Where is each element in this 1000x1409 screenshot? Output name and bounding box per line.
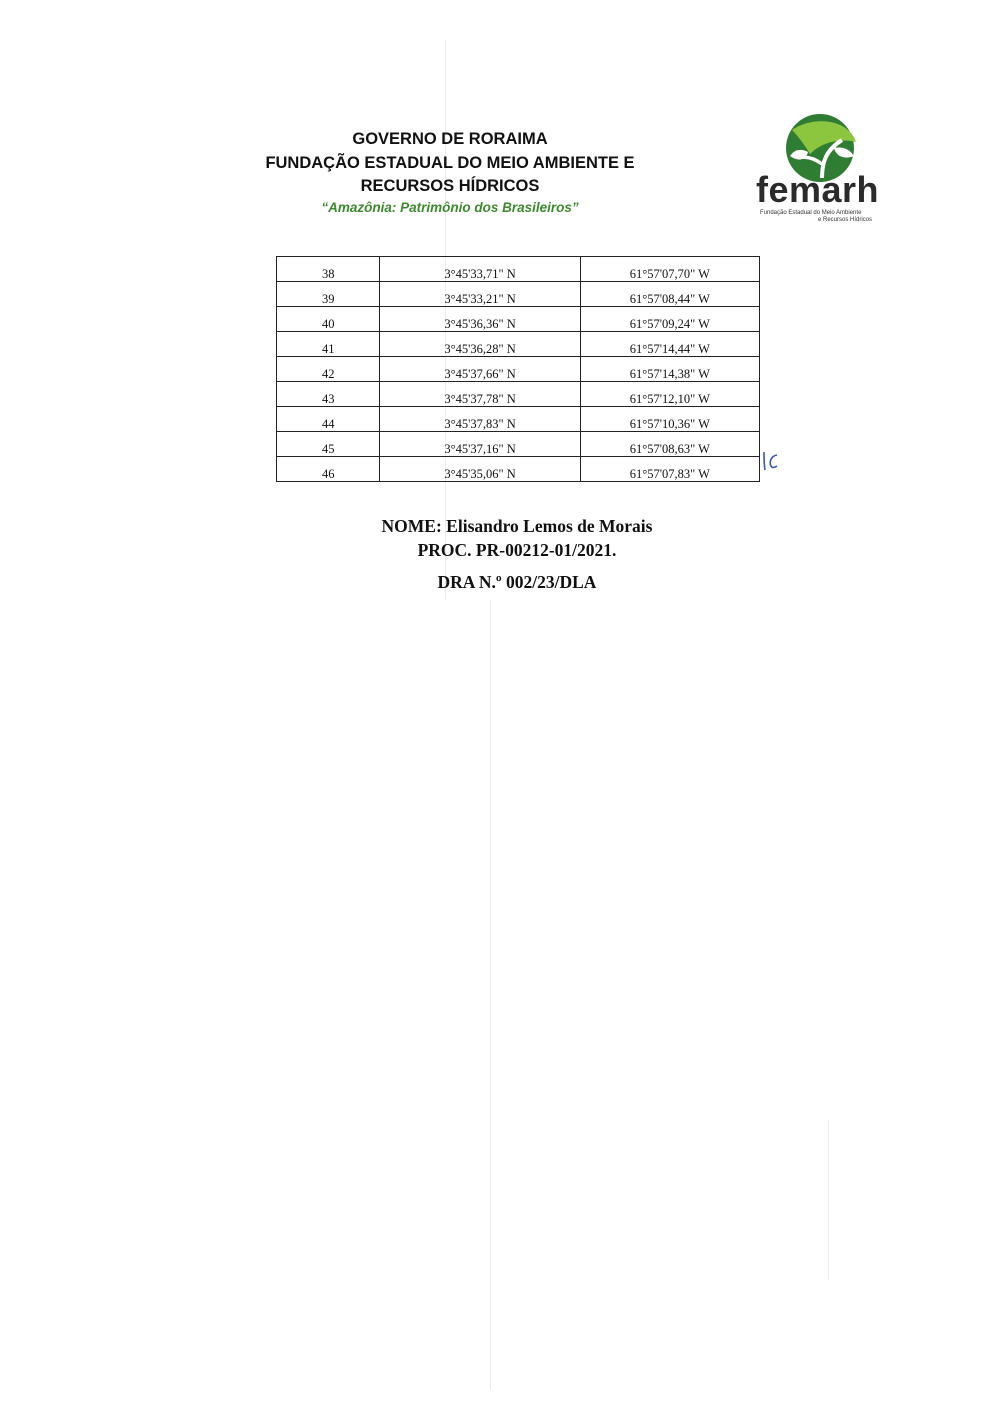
header-resources: RECURSOS HÍDRICOS [360, 177, 540, 195]
table-row [277, 307, 760, 332]
latitude-cell: 3°45'33,71" N [380, 257, 580, 282]
latitude-cell: 3°45'36,36" N [380, 307, 580, 332]
point-cell: 45 [277, 432, 380, 457]
process-number: PROC. PR-00212-01/2021. [417, 540, 617, 560]
scan-artifact-line [828, 1120, 829, 1280]
latitude-cell: 3°45'33,21" N [380, 282, 580, 307]
point-cell: 38 [277, 257, 380, 282]
table-row [277, 332, 760, 357]
header-government: GOVERNO DE RORAIMA [352, 130, 548, 148]
table-row [277, 457, 760, 482]
longitude-cell: 61°57'10,36" W [580, 407, 759, 432]
dra-number: DRA N.º 002/23/DLA [437, 572, 597, 592]
logo-subtitle-line2: e Recursos Hídricos [818, 217, 873, 223]
point-cell: 39 [277, 282, 380, 307]
longitude-cell: 61°57'08,63" W [580, 432, 759, 457]
logo-subtitle-line1: Fundação Estadual do Meio Ambiente [760, 210, 862, 216]
table-row [277, 357, 760, 382]
letterhead [250, 128, 650, 217]
owner-name: NOME: Elisandro Lemos de Morais [381, 516, 653, 536]
latitude-cell: 3°45'37,83" N [380, 407, 580, 432]
coordinates-table [276, 256, 760, 482]
longitude-cell: 61°57'08,44" W [580, 282, 759, 307]
longitude-cell: 61°57'12,10" W [580, 382, 759, 407]
latitude-cell: 3°45'35,06" N [380, 457, 580, 482]
point-cell: 40 [277, 307, 380, 332]
femarh-logo [752, 112, 894, 230]
longitude-cell: 61°57'07,70" W [580, 257, 759, 282]
point-cell: 44 [277, 407, 380, 432]
point-cell: 43 [277, 382, 380, 407]
table-row [277, 282, 760, 307]
latitude-cell: 3°45'37,66" N [380, 357, 580, 382]
table-row [277, 432, 760, 457]
handwritten-initials [760, 448, 782, 474]
table-row [277, 407, 760, 432]
document-footer [300, 514, 734, 594]
latitude-cell: 3°45'37,78" N [380, 382, 580, 407]
point-cell: 42 [277, 357, 380, 382]
longitude-cell: 61°57'14,38" W [580, 357, 759, 382]
longitude-cell: 61°57'14,44" W [580, 332, 759, 357]
scan-artifact-line [490, 600, 491, 1390]
point-cell: 41 [277, 332, 380, 357]
latitude-cell: 3°45'36,28" N [380, 332, 580, 357]
logo-wordmark: femarh [756, 169, 880, 210]
point-cell: 46 [277, 457, 380, 482]
longitude-cell: 61°57'07,83" W [580, 457, 759, 482]
longitude-cell: 61°57'09,24" W [580, 307, 759, 332]
latitude-cell: 3°45'37,16" N [380, 432, 580, 457]
header-motto: “Amazônia: Patrimônio dos Brasileiros” [321, 199, 579, 215]
table-row [277, 382, 760, 407]
table-row [277, 257, 760, 282]
header-foundation: FUNDAÇÃO ESTADUAL DO MEIO AMBIENTE E [265, 153, 635, 172]
